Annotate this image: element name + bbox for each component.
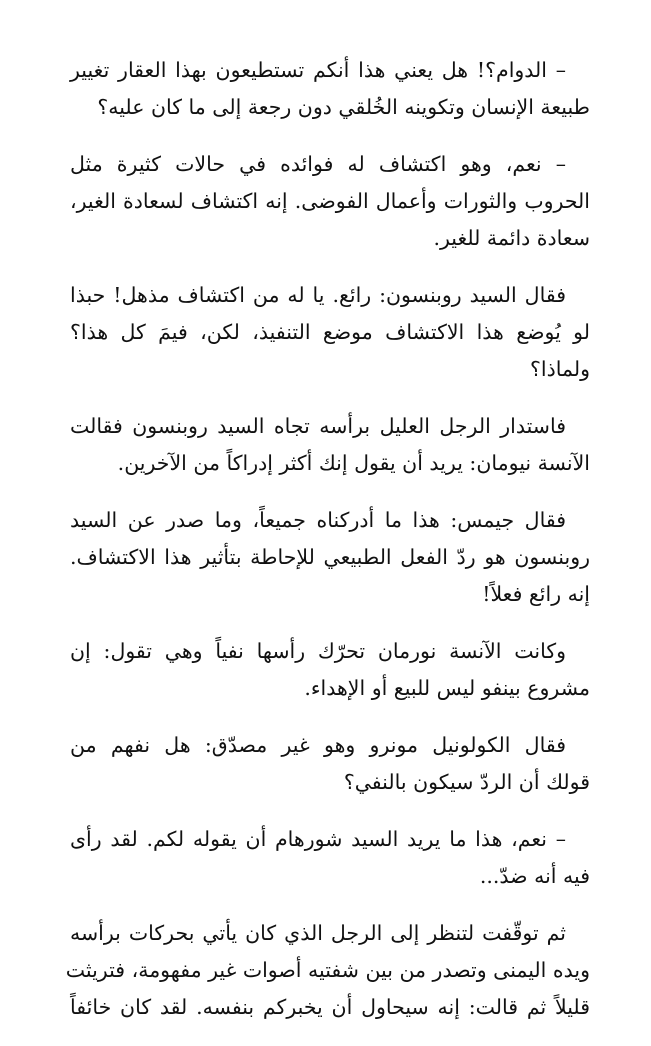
text-line: – نعم، هذا ما يريد السيد شورهام أن يقوله لكم. لقد رأى bbox=[70, 827, 566, 851]
text-line: ثم توقّفت لتنظر إلى الرجل الذي كان يأتي بحركات برأسه bbox=[70, 921, 566, 945]
text-line: فاستدار الرجل العليل برأسه تجاه السيد روبنسون فقالت bbox=[70, 414, 566, 438]
text-line: وكانت الآنسة نورمان تحرّك رأسها نفياً وهي تقول: إن bbox=[70, 639, 566, 663]
text-line: فقال الكولونيل مونرو وهو غير مصدّق: هل نفهم من bbox=[70, 733, 566, 757]
text-line: فيه أنه ضدّ... bbox=[479, 864, 590, 888]
text-line: قليلاً ثم قالت: إنه سيحاول أن يخبركم بنفسه. لقد كان خائفاً bbox=[70, 995, 590, 1019]
paragraph-8 bbox=[70, 821, 590, 895]
paragraph-6 bbox=[70, 633, 590, 707]
paragraph-2 bbox=[70, 146, 590, 257]
text-line: ويده اليمنى وتصدر من بين شفتيه أصوات غير مفهومة، فتريثت bbox=[65, 958, 590, 982]
text-line: لو يُوضع هذا الاكتشاف موضع التنفيذ، لكن، فيمَ كل هذا؟ bbox=[70, 320, 590, 344]
text-line: ولماذا؟ bbox=[530, 357, 590, 381]
paragraph-3 bbox=[70, 277, 590, 388]
text-line: الآنسة نيومان: يريد أن يقول إنك أكثر إدراكاً من الآخرين. bbox=[117, 451, 590, 475]
text-line: فقال السيد روبنسون: رائع. يا له من اكتشاف مذهل! حبذا bbox=[70, 283, 566, 307]
text-line: إنه رائع فعلاً! bbox=[482, 582, 590, 606]
text-line: – الدوام؟! هل يعني هذا أنكم تستطيعون بهذا العقار تغيير bbox=[70, 58, 566, 82]
text-line: قولك أن الردّ سيكون بالنفي؟ bbox=[343, 770, 590, 794]
text-line: سعادة دائمة للغير. bbox=[433, 226, 590, 250]
text-line: الحروب والثورات وأعمال الفوضى. إنه اكتشاف لسعادة الغير، bbox=[70, 189, 590, 213]
text-line: روبنسون هو ردّ الفعل الطبيعي للإحاطة بتأثير هذا الاكتشاف. bbox=[70, 545, 590, 569]
text-line: طبيعة الإنسان وتكوينه الخُلقي دون رجعة إلى ما كان عليه؟ bbox=[97, 95, 590, 119]
paragraph-7 bbox=[70, 727, 590, 801]
text-line: مشروع بينفو ليس للبيع أو الإهداء. bbox=[304, 676, 590, 700]
paragraph-4 bbox=[70, 408, 590, 482]
paragraph-9 bbox=[65, 915, 590, 1026]
book-page bbox=[65, 52, 590, 1046]
text-line: فقال جيمس: هذا ما أدركناه جميعاً، وما صدر عن السيد bbox=[70, 508, 566, 532]
paragraph-5 bbox=[70, 502, 590, 613]
paragraph-1 bbox=[70, 52, 590, 126]
text-line: – نعم، وهو اكتشاف له فوائده في حالات كثيرة مثل bbox=[70, 152, 566, 176]
